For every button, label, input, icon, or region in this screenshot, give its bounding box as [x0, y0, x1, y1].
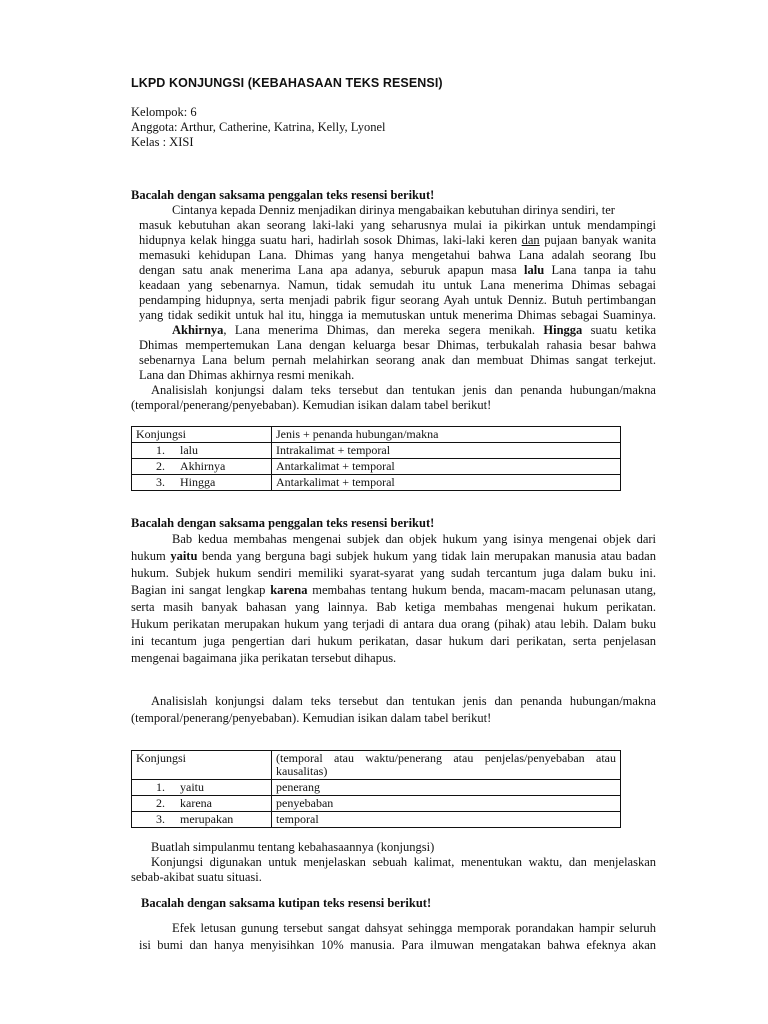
conjunction-table-2	[131, 750, 621, 828]
table-row	[132, 443, 621, 459]
table-header-cell: Konjungsi	[132, 427, 272, 443]
section1-line: Akhirnya, Lana menerima Dhimas, dan mereka segera menikah. Hingga suatu ketika	[172, 323, 656, 337]
section2-line: hukum yaitu benda yang berguna bagi subjek hukum yang tidak lain merupakan manusia atau badan	[131, 549, 656, 563]
section1-instruction: Analisislah konjungsi dalam teks tersebut dan tentukan jenis dan penanda hubungan/makna	[151, 383, 656, 397]
section1-line: yang tidak sedikit untuk hal itu, hingga ia memutuskan untuk menerima Dhimas sebagai Suaminya.	[139, 308, 656, 322]
class-label: Kelas : XISI	[131, 135, 194, 149]
table-cell-type: penyebaban	[272, 796, 621, 812]
table-header-cell: Konjungsi	[132, 751, 272, 780]
summary-line: sebab-akibat suatu situasi.	[131, 870, 262, 884]
section1-line: Lana dan Dhimas akhirnya resmi menikah.	[139, 368, 355, 382]
section2-line: Hukum perikatan merupakan hukum yang terjadi di antara dua orang (pihak) atau lebih. Dalam buku	[131, 617, 656, 631]
table-cell-type: penerang	[272, 780, 621, 796]
table-row	[132, 796, 621, 812]
section1-line: hidupnya kelak hingga suatu hari, hadirlah sosok Dhimas, laki-laki keren dan pujaan banyak wanita	[139, 233, 656, 247]
summary-prompt: Buatlah simpulanmu tentang kebahasaannya (konjungsi)	[151, 840, 435, 854]
table-cell-type: Antarkalimat + temporal	[272, 475, 621, 491]
section1-line: Cintanya kepada Denniz menjadikan dirinya mengabaikan kebutuhan dirinya sendiri, ter	[172, 203, 615, 217]
section1-line: masuk kebutuhan akan seorang laki-laki yang seharusnya mulai ia pikirkan untuk mendampingi	[139, 218, 656, 232]
section2-line: ini tecantum juga pengertian dari hukum perikatan, dasar hukum dari perikatan, serta penjelasan	[131, 634, 656, 648]
table-header-row	[132, 427, 621, 443]
section2-line: hukum. Subjek hukum sendiri memiliki syarat-syarat yang sudah tercantum juga dalam buku ini.	[131, 566, 656, 580]
section3-line: Efek letusan gunung tersebut sangat dahsyat sehingga memporak porandakan hampir seluruh	[172, 921, 656, 935]
section1-instruction: (temporal/penerang/penyebaban). Kemudian isikan dalam tabel berikut!	[131, 398, 492, 412]
table-row	[132, 459, 621, 475]
table-row	[132, 475, 621, 491]
section2-instruction: Analisislah konjungsi dalam teks tersebut dan tentukan jenis dan penanda hubungan/makna	[151, 694, 656, 708]
table-cell-type: Antarkalimat + temporal	[272, 459, 621, 475]
summary-line: Konjungsi digunakan untuk menjelaskan sebuah kalimat, menentukan waktu, dan menjelaskan	[151, 855, 656, 869]
table-cell-conjunction: 2. Akhirnya	[132, 459, 272, 475]
conjunction-table-1	[131, 426, 621, 491]
table-header-row	[132, 751, 621, 780]
section2-line: serta masih banyak bahasan yang lainnya. Bab ketiga membahas mengenai hukum perikatan.	[131, 600, 656, 614]
table-header-cell: Jenis + penanda hubungan/makna	[272, 427, 621, 443]
section2-heading: Bacalah dengan saksama penggalan teks resensi berikut!	[131, 516, 435, 530]
section1-line: pendamping hidupnya, serta menjadi pabrik figur seorang Ayah untuk Denniz. Butuh pertimbangan	[139, 293, 656, 307]
section1-line: keadaan yang sebenarnya. Namun, tidak semudah itu untuk Lana menerima Dhimas sebagai	[139, 278, 656, 292]
group-members: Anggota: Arthur, Catherine, Katrina, Kelly, Lyonel	[131, 120, 386, 134]
section1-line: dengan satu anak menerima Lana apa adanya, seburuk apapun masa lalu Lana tanpa ia tahu	[139, 263, 656, 277]
section1-heading: Bacalah dengan saksama penggalan teks resensi berikut!	[131, 188, 435, 202]
table-row	[132, 780, 621, 796]
section2-instruction: (temporal/penerang/penyebaban). Kemudian isikan dalam tabel berikut!	[131, 711, 492, 725]
section2-line: Bab kedua membahas mengenai subjek dan objek hukum yang isinya mengenai objek dari	[172, 532, 656, 546]
table-cell-conjunction: 3. Hingga	[132, 475, 272, 491]
section1-line: sebenarnya Lana belum pernah melahirkan seorang anak dan membuat Dhimas sangat terkejut.	[139, 353, 656, 367]
table-cell-conjunction: 3. merupakan	[132, 812, 272, 828]
table-cell-conjunction: 1. yaitu	[132, 780, 272, 796]
section1-line: Dhimas mempertemukan Lana dengan keluarga besar Dhimas, terbukalah rahasia besar bahwa	[139, 338, 656, 352]
table-cell-type: Intrakalimat + temporal	[272, 443, 621, 459]
section3-heading: Bacalah dengan saksama kutipan teks resensi berikut!	[141, 896, 432, 910]
table-row	[132, 812, 621, 828]
section2-line: Bagian ini sangat lengkap karena membahas tentang hukum benda, macam-macam pelunasan utang,	[131, 583, 656, 597]
page-title: LKPD KONJUNGSI (KEBAHASAAN TEKS RESENSI)	[131, 76, 443, 90]
table-cell-type: temporal	[272, 812, 621, 828]
table-cell-conjunction: 2. karena	[132, 796, 272, 812]
section3-line: isi bumi dan hanya menyisihkan 10% manusia. Para ilmuwan mengatakan bahwa efeknya akan	[139, 938, 656, 952]
table-header-cell: (temporal atau waktu/penerang atau penjelas/penyebaban atau kausalitas)	[272, 751, 621, 780]
section2-line: mengenai bagaimana jika perikatan tersebut dihapus.	[131, 651, 397, 665]
section1-line: memasuki kehidupan Lana. Dhimas yang hanya mengetahui bahwa Lana adalah seorang Ibu	[139, 248, 656, 262]
group-number: Kelompok: 6	[131, 105, 197, 119]
table-cell-conjunction: 1. lalu	[132, 443, 272, 459]
